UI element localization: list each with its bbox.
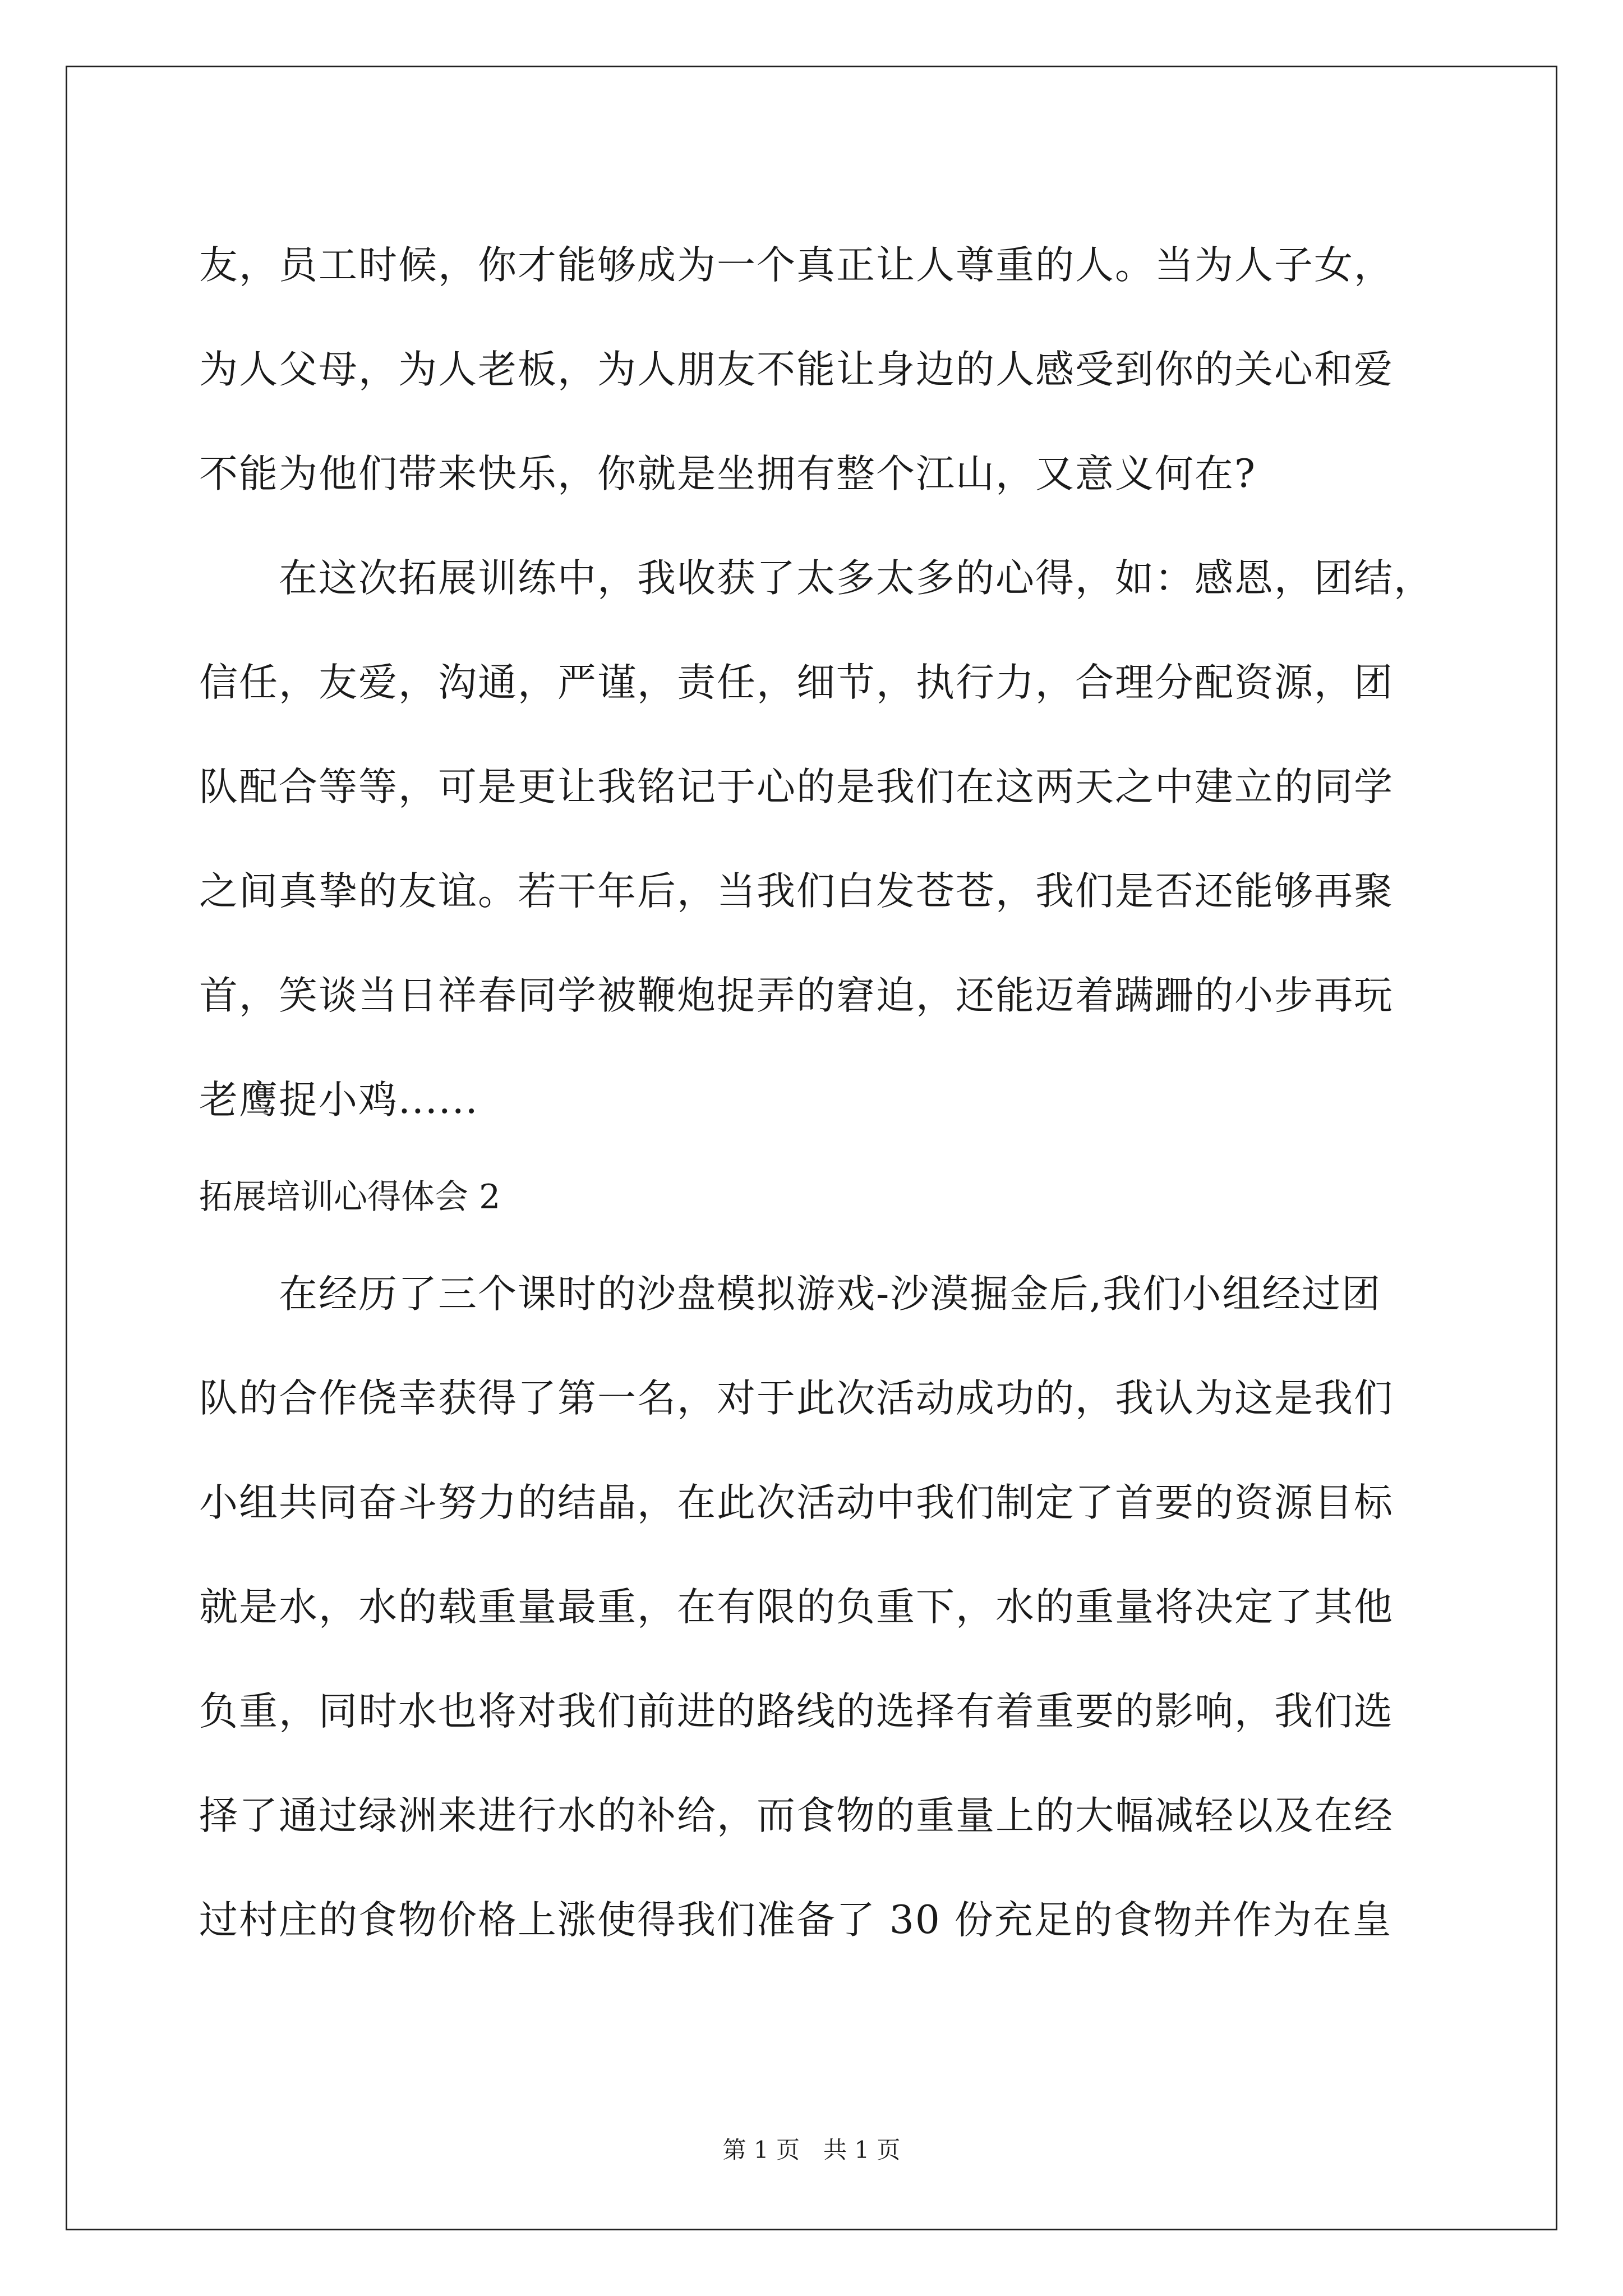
text-line: 小组共同奋斗努力的结晶，在此次活动中我们制定了首要的资源目标 [199,1480,1394,1525]
paragraph-1 [199,213,1438,526]
text-line: 队的合作侥幸获得了第一名，对于此次活动成功的，我认为这是我们 [199,1376,1394,1421]
text-line: 为人父母，为人老板，为人朋友不能让身边的人感受到你的关心和爱 [199,347,1394,392]
paragraph-3 [199,1242,1438,1972]
text-line: 之间真挚的友谊。若干年后，当我们白发苍苍，我们是否还能够再聚 [199,869,1394,914]
section-title: 拓展培训心得体会 2 [199,1177,501,1217]
text-line: 老鹰捉小鸡...... [199,1078,479,1122]
text-line: 友，员工时候，你才能够成为一个真正让人尊重的人。当为人子女， [199,243,1394,288]
text-line: 过村庄的食物价格上涨使得我们准备了 30 份充足的食物并作为在皇 [199,1898,1393,1943]
text-line: 信任，友爱，沟通，严谨，责任，细节，执行力，合理分配资源，团 [199,660,1394,705]
document-body [199,213,1438,1972]
text-line: 就是水，水的载重量最重，在有限的负重下，水的重量将决定了其他 [199,1585,1394,1630]
text-line: 负重，同时水也将对我们前进的路线的选择有着重要的影响，我们选 [199,1689,1394,1734]
page-footer: 第 1 页 共 1 页 [722,2136,901,2164]
text-line: 在这次拓展训练中，我收获了太多太多的心得，如：感恩，团结， [199,556,1433,601]
text-line: 择了通过绿洲来进行水的补给，而食物的重量上的大幅减轻以及在经 [199,1793,1394,1838]
paragraph-2 [199,526,1438,1152]
text-line: 不能为他们带来快乐，你就是坐拥有整个江山，又意义何在? [199,452,1256,496]
text-line: 首，笑谈当日祥春同学被鞭炮捉弄的窘迫，还能迈着蹒跚的小步再玩 [199,973,1394,1018]
text-line: 在经历了三个课时的沙盘模拟游戏-沙漠掘金后,我们小组经过团 [199,1272,1382,1317]
text-line: 队配合等等，可是更让我铭记于心的是我们在这两天之中建立的同学 [199,765,1394,809]
